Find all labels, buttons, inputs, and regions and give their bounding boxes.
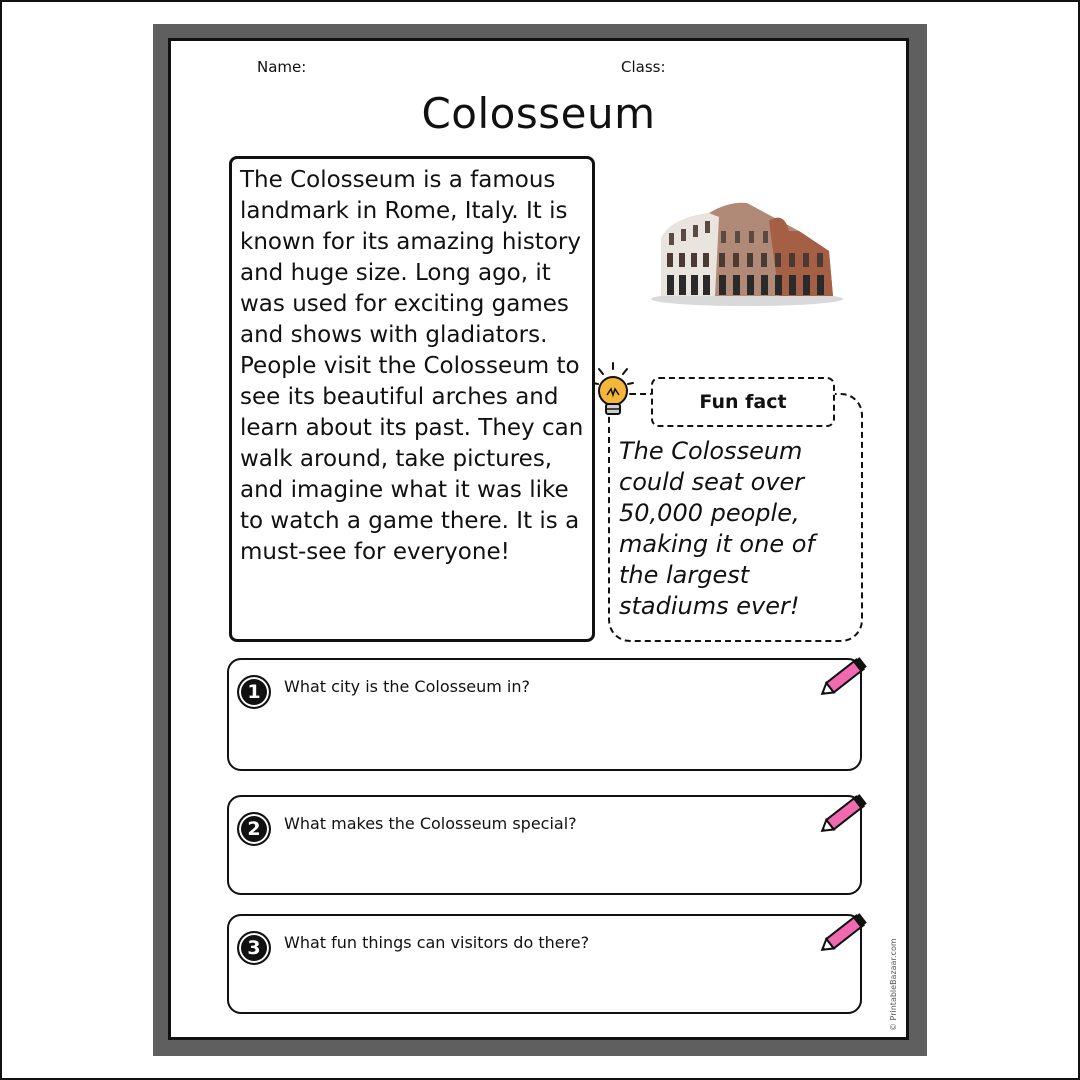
question-card-2[interactable] [227, 795, 862, 895]
reading-passage [229, 156, 595, 642]
name-label: Name: [257, 58, 307, 76]
worksheet [168, 38, 909, 1040]
question-text: What fun things can visitors do there? [284, 933, 590, 952]
question-card-3[interactable] [227, 914, 862, 1014]
class-label: Class: [621, 58, 666, 76]
question-number-badge: 1 [237, 675, 271, 709]
question-number-badge: 2 [237, 812, 271, 846]
pencil-icon [816, 789, 874, 837]
question-text: What makes the Colosseum special? [284, 814, 577, 833]
copyright-credit: © PrintableBazaar.com [889, 938, 898, 1031]
fun-fact-heading: Fun fact [651, 377, 835, 427]
reading-text: The Colosseum is a famous landmark in Rome, Italy. It is known for its amazing history and huge size. Long ago, it was used for exciting games and shows with gladiators. People visit the Colosseum to see its beautiful arches and learn about its past. They can walk around, take pictures, and imagine what it was like to watch a game there. It is a must-see for everyone! [240, 167, 584, 565]
pencil-icon [816, 652, 874, 700]
page-title: Colosseum [421, 89, 656, 138]
lightbulb-icon [591, 361, 647, 425]
question-card-1[interactable] [227, 658, 862, 771]
question-number-badge: 3 [237, 931, 271, 965]
question-text: What city is the Colosseum in? [284, 677, 531, 696]
colosseum-image [649, 191, 845, 311]
pencil-icon [816, 908, 874, 956]
fun-fact-text: The Colosseum could seat over 50,000 people, making it one of the largest stadiums ever! [619, 437, 815, 620]
